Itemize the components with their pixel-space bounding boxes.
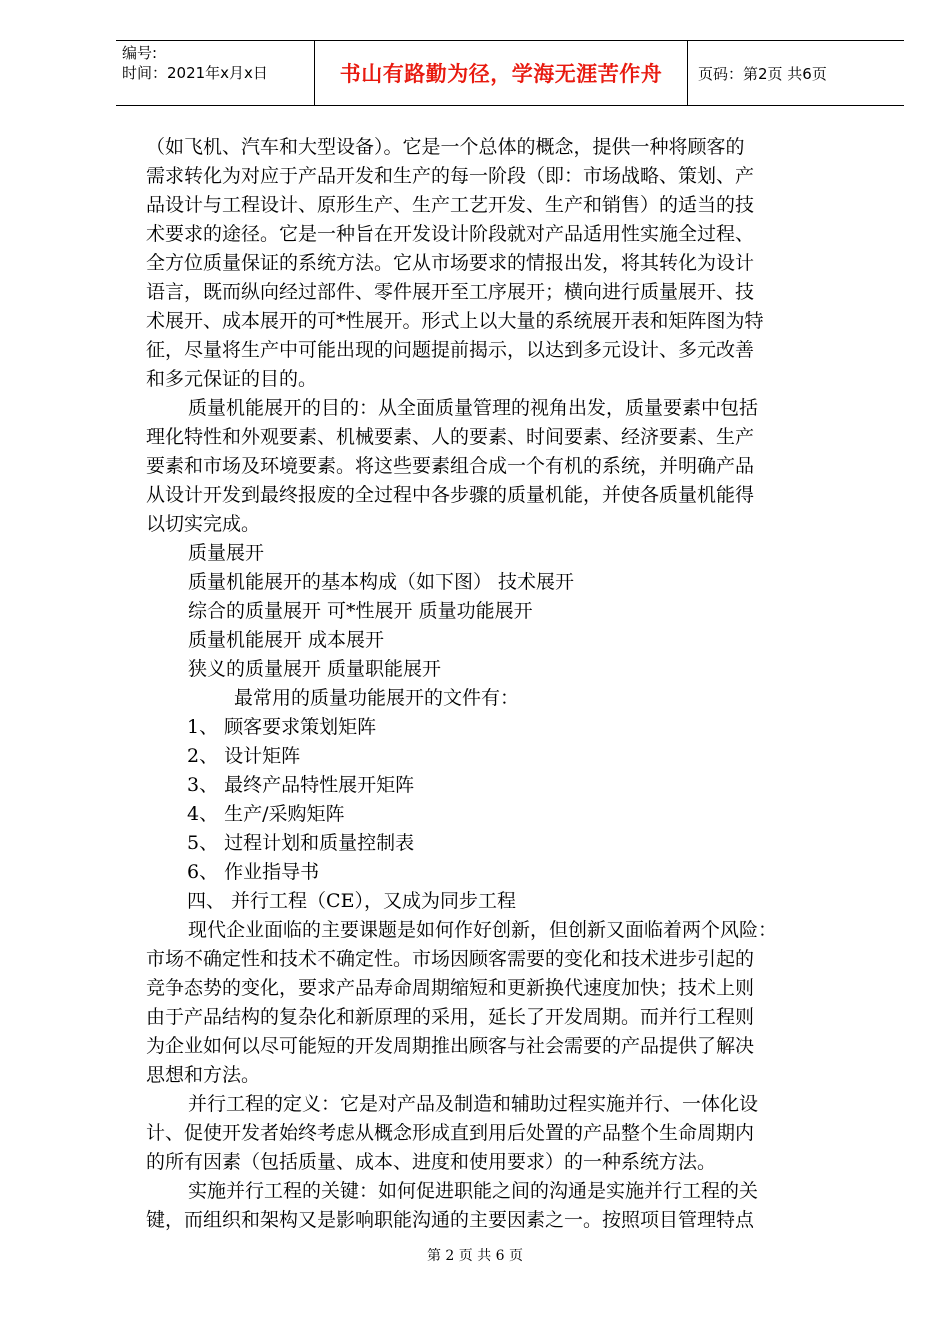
doc-number-label: 编号: <box>122 44 158 62</box>
doc-time-label: 时间：2021年x月x日 <box>122 64 268 82</box>
page-header <box>116 40 904 106</box>
list-item: 1、 顾客要求策划矩阵 <box>187 716 377 738</box>
body-line: 以切实完成。 <box>146 513 261 535</box>
header-meta-cell <box>116 41 315 105</box>
body-line: 术要求的途径。它是一种旨在开发设计阶段就对产品适用性实施全过程、 <box>146 223 755 245</box>
body-line: 品设计与工程设计、原形生产、生产工艺开发、生产和销售）的适当的技 <box>146 194 755 216</box>
body-line: 需求转化为对应于产品开发和生产的每一阶段（即：市场战略、策划、产 <box>146 165 755 187</box>
body-line: 键，而组织和架构又是影响职能沟通的主要因素之一。按照项目管理特点 <box>146 1209 755 1231</box>
body-line: 要素和市场及环境要素。将这些要素组合成一个有机的系统，并明确产品 <box>146 455 755 477</box>
document-body <box>146 133 866 1235</box>
body-line: 全方位质量保证的系统方法。它从市场要求的情报出发，将其转化为设计 <box>146 252 755 274</box>
body-line: 理化特性和外观要素、机械要素、人的要素、时间要素、经济要素、生产 <box>146 426 755 448</box>
body-line: 为企业如何以尽可能短的开发周期推出顾客与社会需要的产品提供了解决 <box>146 1035 755 1057</box>
body-line: 实施并行工程的关键：如何促进职能之间的沟通是实施并行工程的关 <box>188 1180 759 1202</box>
list-item: 2、 设计矩阵 <box>187 745 301 767</box>
body-line: （如飞机、汽车和大型设备）。它是一个总体的概念，提供一种将顾客的 <box>146 136 745 158</box>
body-line: 综合的质量展开 可*性展开 质量功能展开 <box>188 600 533 622</box>
body-line: 最常用的质量功能展开的文件有： <box>234 687 520 709</box>
body-line: 征，尽量将生产中可能出现的问题提前揭示，以达到多元设计、多元改善 <box>146 339 755 361</box>
body-line: 市场不确定性和技术不确定性。市场因顾客需要的变化和技术进步引起的 <box>146 948 755 970</box>
list-item: 4、 生产/采购矩阵 <box>187 803 345 825</box>
header-slogan: 书山有路勤为径，学海无涯苦作舟 <box>315 41 688 105</box>
section-heading: 四、 并行工程（CE），又成为同步工程 <box>187 890 516 912</box>
list-item: 5、 过程计划和质量控制表 <box>187 832 415 854</box>
body-line: 术展开、成本展开的可*性展开。形式上以大量的系统展开表和矩阵图为特 <box>146 310 764 332</box>
body-line: 计、促使开发者始终考虑从概念形成直到用后处置的产品整个生命周期内 <box>146 1122 755 1144</box>
body-line: 质量机能展开 成本展开 <box>188 629 385 651</box>
body-line: 质量机能展开的基本构成（如下图） 技术展开 <box>188 571 575 593</box>
body-line: 思想和方法。 <box>146 1064 261 1086</box>
list-item: 3、 最终产品特性展开矩阵 <box>187 774 415 796</box>
body-line: 竞争态势的变化，要求产品寿命周期缩短和更新换代速度加快；技术上则 <box>146 977 755 999</box>
list-item: 6、 作业指导书 <box>187 861 320 883</box>
body-line: 现代企业面临的主要课题是如何作好创新，但创新又面临着两个风险： <box>188 919 778 941</box>
body-line: 狭义的质量展开 质量职能展开 <box>188 658 442 680</box>
body-line: 的所有因素（包括质量、成本、进度和使用要求）的一种系统方法。 <box>146 1151 717 1173</box>
body-line: 语言，既而纵向经过部件、零件展开至工序展开；横向进行质量展开、技 <box>146 281 755 303</box>
header-page-code: 页码：第2页 共6页 <box>698 64 827 83</box>
body-line: 质量机能展开的目的：从全面质量管理的视角出发，质量要素中包括 <box>188 397 759 419</box>
body-line: 并行工程的定义：它是对产品及制造和辅助过程实施并行、一体化设 <box>188 1093 759 1115</box>
body-line: 从设计开发到最终报废的全过程中各步骤的质量机能，并使各质量机能得 <box>146 484 755 506</box>
body-line: 质量展开 <box>188 542 265 564</box>
page-footer: 第 2 页 共 6 页 <box>426 1248 524 1264</box>
body-line: 和多元保证的目的。 <box>146 368 318 390</box>
body-line: 由于产品结构的复杂化和新原理的采用，延长了开发周期。而并行工程则 <box>146 1006 755 1028</box>
